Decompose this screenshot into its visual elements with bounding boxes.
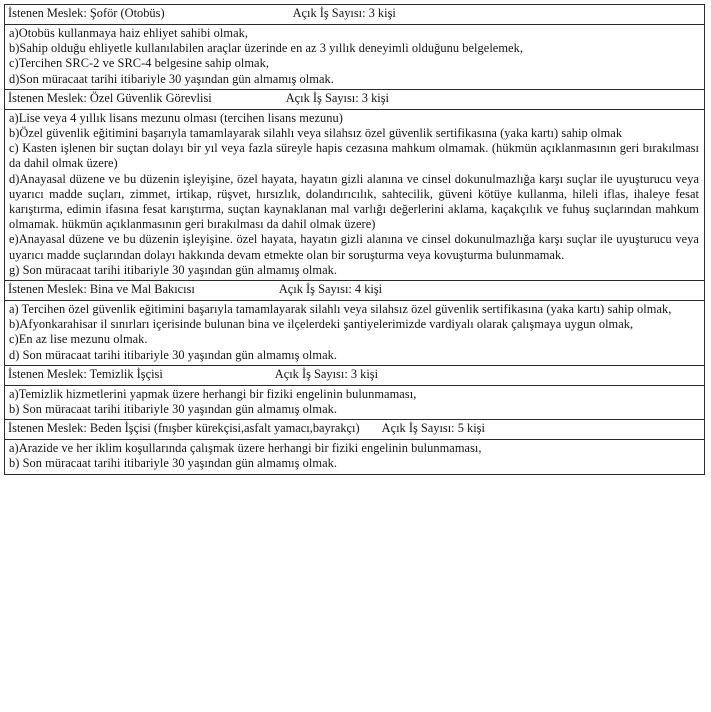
requirements-block xyxy=(5,440,704,473)
section-block xyxy=(5,281,704,300)
job-title: İstenen Meslek: Temizlik İşçisi xyxy=(8,366,163,381)
section-block xyxy=(5,366,704,385)
table-row xyxy=(5,440,705,474)
requirements-block xyxy=(5,110,704,280)
requirement-line: b) Son müracaat tarihi itibariyle 30 yaşından gün almamış olmak. xyxy=(9,402,338,417)
requirement-line: a)Temizlik hizmetlerini yapmak üzere herhangi bir fiziki engelinin bulunmaması, xyxy=(9,386,417,401)
table-row xyxy=(5,25,705,90)
job-count: Açık İş Sayısı: 3 kişi xyxy=(292,6,396,20)
section-cell-bina-mal-bakicisi xyxy=(5,281,705,301)
job-count: Açık İş Sayısı: 3 kişi xyxy=(285,90,389,105)
section-header xyxy=(8,367,701,383)
requirement-line: a)Otobüs kullanmaya haiz ehliyet sahibi olmak, xyxy=(9,26,249,40)
table-row xyxy=(5,281,705,301)
section-cell-ozel-guvenlik xyxy=(5,89,705,109)
requirement-line: g) Son müracaat tarihi itibariyle 30 yaşından gün almamış olmak. xyxy=(9,262,338,277)
section-header xyxy=(8,282,701,298)
requirements-block xyxy=(5,25,704,89)
requirement-line: c)En az lise mezunu olmak. xyxy=(9,332,148,347)
table-row xyxy=(5,109,705,280)
requirement-line: a)Arazide ve her iklim koşullarında çalışmak üzere herhangi bir fiziki engelinin bulunmaması, xyxy=(9,441,482,456)
requirements-block xyxy=(5,386,704,419)
table-row xyxy=(5,301,705,366)
job-title: İstenen Meslek: Bina ve Mal Bakıcısı xyxy=(8,282,195,297)
requirements-cell-sofor xyxy=(5,25,705,90)
requirement-line: a)Lise veya 4 yıllık lisans mezunu olması (tercihen lisans mezunu) xyxy=(9,110,343,125)
requirement-line: c)Tercihen SRC-2 ve SRC-4 belgesine sahip olmak, xyxy=(9,56,269,71)
job-count: Açık İş Sayısı: 5 kişi xyxy=(381,421,485,436)
table-body xyxy=(5,5,705,475)
requirement-line: d)Son müracaat tarihi itibariyle 30 yaşından gün almamış olmak. xyxy=(9,71,334,86)
requirement-line: e)Anayasal düzene ve bu düzenin işleyişine. özel hayata, hayatın gizli alanına ve cinsel dokunulmazlığa karşı suçlar ile uyuşturucu veya uyarıcı madde suçlarından dolayı hakkında devam etmekte olan bir soruşturma veya kovuşturma bulunmamak. xyxy=(9,232,699,262)
table-row xyxy=(5,365,705,385)
job-title: İstenen Meslek: Özel Güvenlik Görevlisi xyxy=(8,90,212,105)
requirements-cell-bina-mal-bakicisi xyxy=(5,301,705,366)
job-requirements-table xyxy=(4,4,705,475)
section-block xyxy=(5,5,704,24)
section-header xyxy=(8,421,701,437)
requirement-line: a) Tercihen özel güvenlik eğitimini başarıyla tamamlayarak silahlı veya silahsız özel güvenlik sertifikasına (yaka kartı) sahip olmak, xyxy=(9,302,672,317)
section-cell-sofor xyxy=(5,5,705,25)
section-header xyxy=(8,91,701,107)
requirement-line: b) Son müracaat tarihi itibariyle 30 yaşından gün almamış olmak. xyxy=(9,456,338,471)
section-cell-temizlik-iscisi xyxy=(5,365,705,385)
requirement-line: d)Anayasal düzene ve bu düzenin işleyişine, özel hayata, hayatın gizli alanına ve cinsel dokunulmazlığa karşı suçlar ile uyuşturucu veya uyarıcı madde suçları, zimmet, irtikap, rüşvet, hırsızlık, dolandırıcılık, sahtecilik, güveni kötüye kullanma, hileli iflas, ihaleye fesat karıştırma, edimin ifasına fesat karıştırma, suçtan kaynaklanan mal varlığı değerlerini aklama, kaçakçılık ve fuhuş suçlarından mahkum olmamak. hükmün açıklanmasının geri bırakılması da dahil olmak üzere) xyxy=(9,171,699,232)
requirement-line: c) Kasten işlenen bir suçtan dolayı bir yıl veya fazla süreyle hapis cezasına mahkum olmamak. (hükmün açıklanmasının geri bırakılması da dahil olmak üzere) xyxy=(9,141,699,171)
requirements-cell-ozel-guvenlik xyxy=(5,109,705,280)
requirement-line: b)Özel güvenlik eğitimini başarıyla tamamlayarak silahlı veya silahsız özel güvenlik sertifikasına (yaka kartı) sahip olmak xyxy=(9,126,623,141)
requirement-line: b)Sahip olduğu ehliyetle kullanılabilen araçlar üzerinde en az 3 yıllık deneyimli olduğunu belgelemek, xyxy=(9,41,523,56)
job-title: İstenen Meslek: Beden İşçisi (fnışber kürekçisi,asfalt yamacı,bayrakçı) xyxy=(8,421,360,436)
job-title: İstenen Meslek: Şoför (Otobüs) xyxy=(8,6,165,20)
job-count: Açık İş Sayısı: 4 kişi xyxy=(278,282,383,297)
section-block xyxy=(5,90,704,109)
job-count: Açık İş Sayısı: 3 kişi xyxy=(274,366,379,381)
requirements-cell-beden-iscisi xyxy=(5,440,705,474)
requirement-line: b)Afyonkarahisar il sınırları içerisinde bulunan bina ve ilçelerdeki şantiyelerimizde vardiyalı olarak çalışmaya uygun olmak, xyxy=(9,317,634,332)
requirements-cell-temizlik-iscisi xyxy=(5,385,705,419)
table-row xyxy=(5,385,705,419)
requirement-line: d) Son müracaat tarihi itibariyle 30 yaşından gün almamış olmak. xyxy=(9,347,338,362)
table-row xyxy=(5,420,705,440)
table-row xyxy=(5,5,705,25)
table-row xyxy=(5,89,705,109)
section-cell-beden-iscisi xyxy=(5,420,705,440)
requirements-block xyxy=(5,301,704,365)
section-block xyxy=(5,420,704,439)
section-header xyxy=(8,6,701,22)
